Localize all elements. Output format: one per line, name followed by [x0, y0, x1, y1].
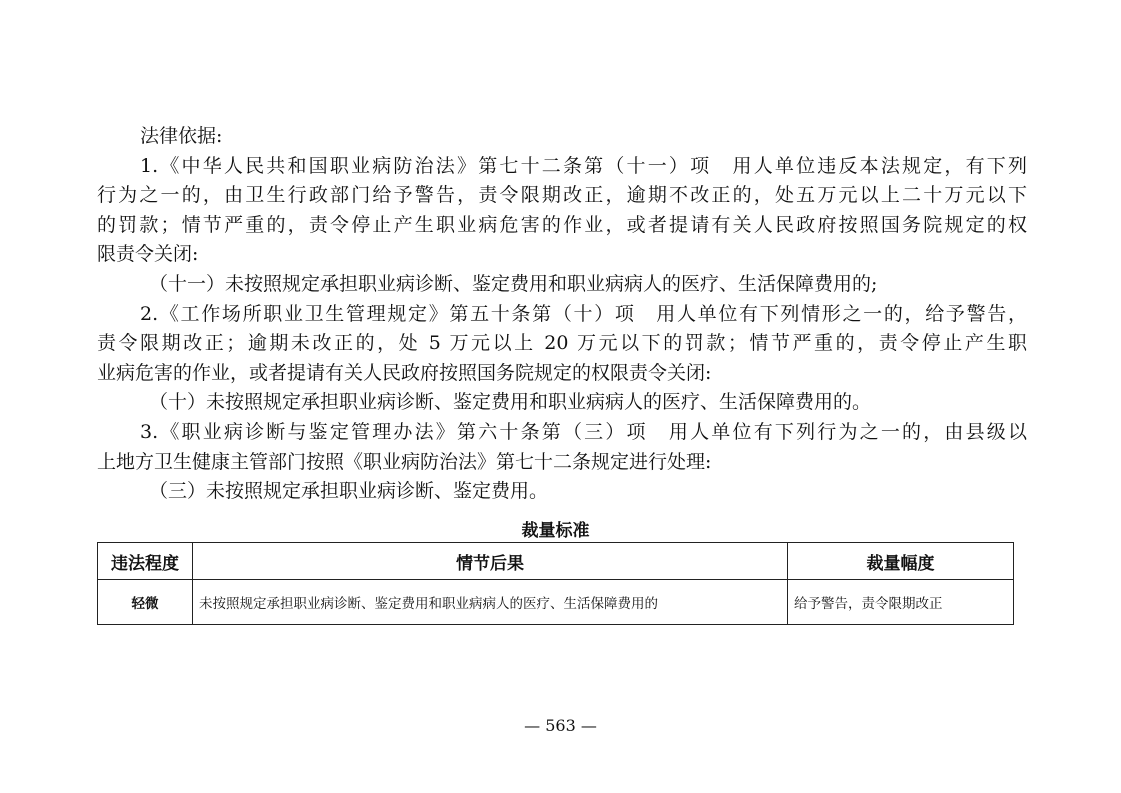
cell-range: 给予警告，责令限期改正 [788, 580, 1014, 625]
legal-basis-heading: 法律依据: [140, 125, 223, 147]
legal-basis-line: （十一）未按照规定承担职业病诊断、鉴定费用和职业病病人的医疗、生活保障费用的; [149, 272, 878, 295]
page-number: — 563 — [524, 716, 597, 735]
header-range: 裁量幅度 [788, 543, 1014, 580]
cell-circumstance: 未按照规定承担职业病诊断、鉴定费用和职业病病人的医疗、生活保障费用的 [193, 580, 788, 625]
legal-basis-line: 1.《中华人民共和国职业病防治法》第七十二条第（十一）项 用人单位违反本法规定，有下列 [140, 154, 1027, 177]
legal-basis-line: 行为之一的，由卫生行政部门给予警告，责令限期改正，逾期不改正的，处五万元以上二十万元以下 [97, 184, 1027, 207]
standard-table [97, 542, 1014, 625]
legal-basis-line: 业病危害的作业，或者提请有关人民政府按照国务院规定的权限责令关闭: [97, 361, 712, 384]
legal-basis-line: 限责令关闭: [97, 243, 199, 266]
header-severity: 违法程度 [98, 543, 193, 580]
legal-basis-line: （十）未按照规定承担职业病诊断、鉴定费用和职业病病人的医疗、生活保障费用的。 [149, 391, 872, 414]
legal-basis-line: 2.《工作场所职业卫生管理规定》第五十条第（十）项 用人单位有下列情形之一的，给予警告， [140, 302, 1027, 325]
table-row [98, 580, 1014, 625]
legal-basis-section [97, 122, 1027, 507]
standard-table-title: 裁量标准 [521, 521, 590, 541]
standard-table-header-row [98, 543, 1014, 580]
legal-basis-line: 3.《职业病诊断与鉴定管理办法》第六十条第（三）项 用人单位有下列行为之一的，由县级以 [140, 420, 1027, 443]
legal-basis-line: （三）未按照规定承担职业病诊断、鉴定费用。 [149, 480, 549, 503]
header-circumstance: 情节后果 [193, 543, 788, 580]
legal-basis-line: 责令限期改正；逾期未改正的，处 5 万元以上 20 万元以下的罚款；情节严重的，责令停止产生职 [97, 332, 1027, 355]
legal-basis-line: 的罚款；情节严重的，责令停止产生职业病危害的作业，或者提请有关人民政府按照国务院规定的权 [97, 213, 1027, 236]
legal-basis-line: 上地方卫生健康主管部门按照《职业病防治法》第七十二条规定进行处理: [97, 450, 712, 473]
cell-severity: 轻微 [98, 580, 193, 625]
